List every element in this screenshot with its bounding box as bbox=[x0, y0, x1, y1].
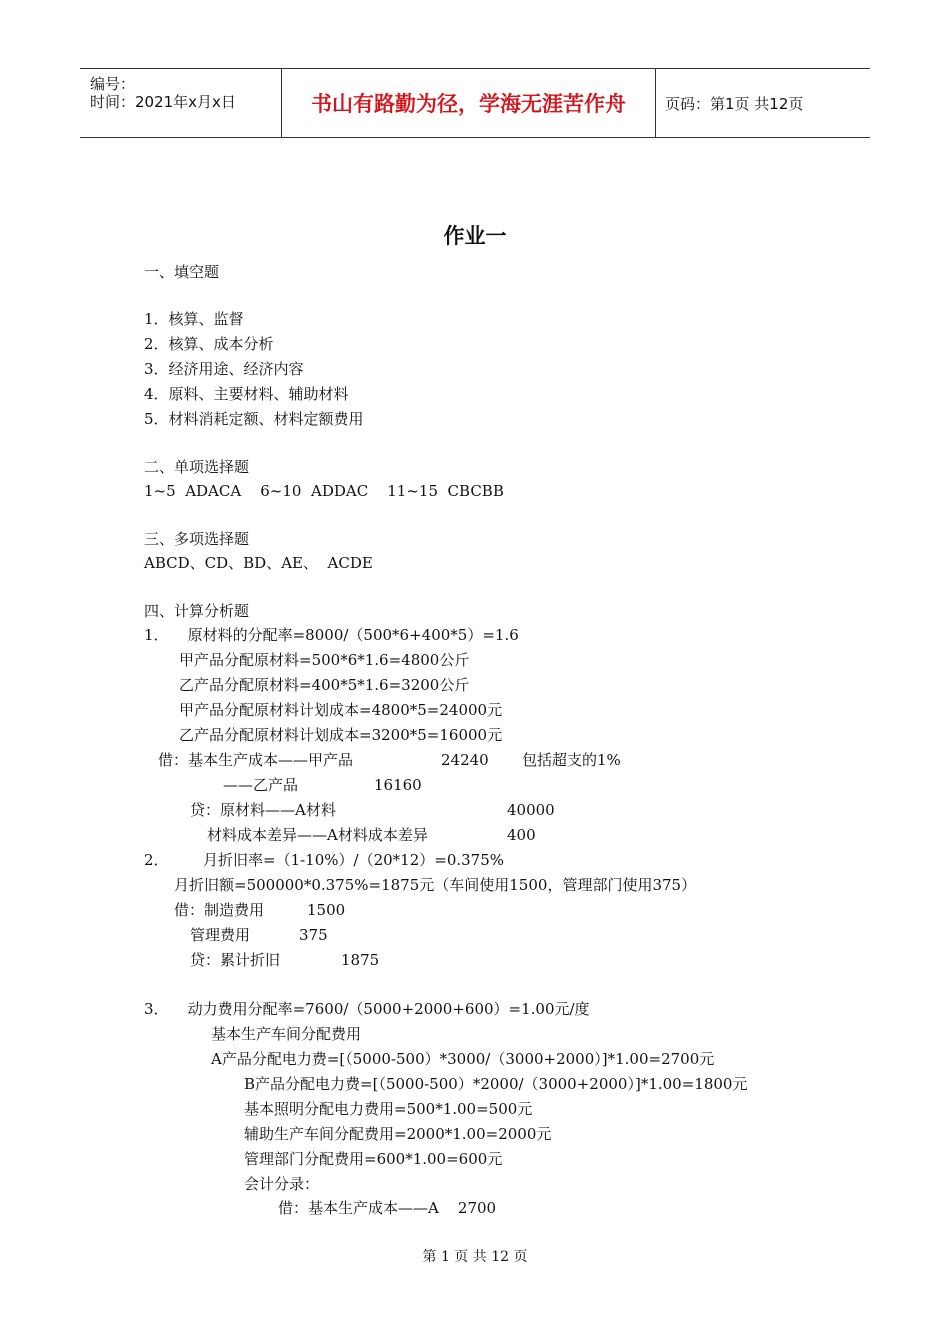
text-line: 四、计算分析题 bbox=[144, 602, 250, 620]
header-page-info: 页码：第1页 共12页 bbox=[665, 94, 804, 113]
header-meta bbox=[80, 69, 280, 137]
text-line: 24240 bbox=[441, 751, 489, 769]
text-line: 375 bbox=[299, 926, 328, 944]
text-line: 贷：原材料——A材料 bbox=[190, 801, 336, 819]
text-line: 二、单项选择题 bbox=[144, 458, 250, 476]
text-line: 1．核算、监督 bbox=[144, 310, 244, 328]
text-line: 1875 bbox=[341, 951, 380, 969]
text-line: 月折旧率=（1-10%）/（20*12）=0.375% bbox=[203, 851, 505, 869]
text-line: 16160 bbox=[374, 776, 422, 794]
text-line: 乙产品分配原材料=400*5*1.6=3200公斤 bbox=[179, 676, 470, 694]
document-time-label: 时间：2021年x月x日 bbox=[90, 93, 236, 111]
text-line: 3． 动力费用分配率=7600/（5000+2000+600）=1.00元/度 bbox=[144, 1000, 590, 1018]
text-line: 会计分录： bbox=[244, 1175, 320, 1193]
text-line: A产品分配电力费=[（5000-500）*3000/（3000+2000）]*1.00=2700元 bbox=[211, 1050, 715, 1068]
text-line: 3．经济用途、经济内容 bbox=[144, 360, 304, 378]
text-line: B产品分配电力费=[（5000-500）*2000/（3000+2000）]*1.00=1800元 bbox=[244, 1075, 748, 1093]
header-motto: 书山有路勤为径，学海无涯苦作舟 bbox=[281, 69, 656, 137]
text-line: ABCD、CD、BD、AE、 ACDE bbox=[144, 554, 373, 572]
text-line: 三、多项选择题 bbox=[144, 530, 250, 548]
text-line: ——乙产品 bbox=[223, 776, 299, 794]
text-line: 5．材料消耗定额、材料定额费用 bbox=[144, 410, 364, 428]
page-header bbox=[80, 68, 870, 138]
text-line: 月折旧额=500000*0.375%=1875元（车间使用1500，管理部门使用375） bbox=[174, 876, 697, 894]
text-line: 辅助生产车间分配费用=2000*1.00=2000元 bbox=[244, 1125, 552, 1143]
document-number-label: 编号： bbox=[90, 75, 136, 93]
text-line: 借：制造费用 bbox=[174, 901, 265, 919]
page-footer: 第 1 页 共 12 页 bbox=[422, 1249, 528, 1265]
text-line: 基本生产车间分配费用 bbox=[211, 1025, 362, 1043]
text-line: 包括超支的1% bbox=[522, 751, 621, 769]
text-line: 甲产品分配原材料计划成本=4800*5=24000元 bbox=[179, 701, 503, 719]
text-line: 借：基本生产成本——甲产品 bbox=[158, 751, 354, 769]
text-line: 一、填空题 bbox=[144, 263, 220, 281]
page-title: 作业一 bbox=[443, 224, 507, 248]
text-line: 乙产品分配原材料计划成本=3200*5=16000元 bbox=[179, 726, 503, 744]
text-line: 400 bbox=[507, 826, 536, 844]
text-line: 1． 原材料的分配率=8000/（500*6+400*5）=1.6 bbox=[144, 626, 519, 644]
text-line: 贷：累计折旧 bbox=[190, 951, 281, 969]
text-line: 借：基本生产成本——A 2700 bbox=[278, 1199, 497, 1217]
text-line: 材料成本差异——A材料成本差异 bbox=[207, 826, 428, 844]
text-line: 管理部门分配费用=600*1.00=600元 bbox=[244, 1150, 503, 1168]
text-line: 2．核算、成本分析 bbox=[144, 335, 274, 353]
text-line: 甲产品分配原材料=500*6*1.6=4800公斤 bbox=[179, 651, 470, 669]
text-line: 管理费用 bbox=[190, 926, 251, 944]
text-line: 2． bbox=[144, 851, 169, 869]
text-line: 40000 bbox=[507, 801, 555, 819]
text-line: 基本照明分配电力费用=500*1.00=500元 bbox=[244, 1100, 533, 1118]
text-line: 1~5 ADACA 6~10 ADDAC 11~15 CBCBB bbox=[144, 482, 504, 500]
text-line: 1500 bbox=[307, 901, 346, 919]
text-line: 4．原料、主要材料、辅助材料 bbox=[144, 385, 349, 403]
